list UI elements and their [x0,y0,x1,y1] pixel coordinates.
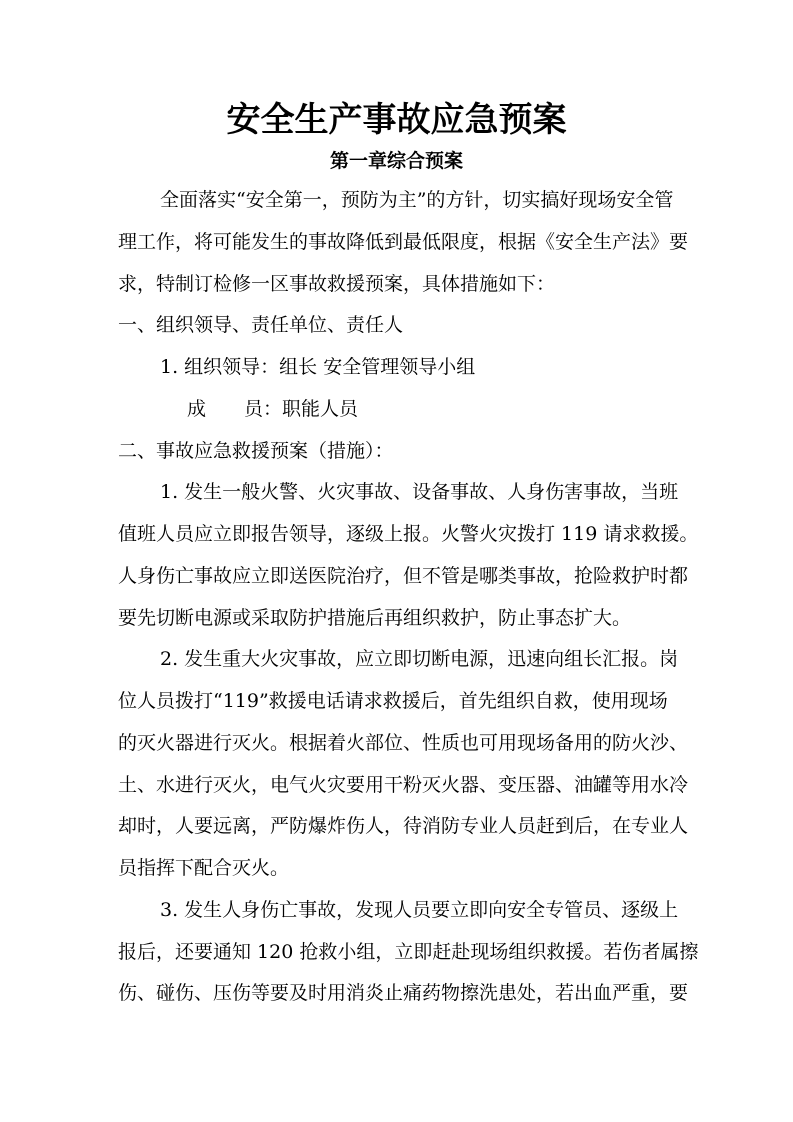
text-line: 理工作，将可能发生的事故降低到最低限度，根据《安全生产法》要 [118,230,689,253]
text-line: 土、水进行灭火，电气火灾要用干粉灭火器、变压器、油罐等用水冷 [118,773,689,796]
text-line: 求，特制订检修一区事故救援预案，具体措施如下： [118,272,556,295]
text-line: 要先切断电源或采取防护措施后再组织救护，防止事态扩大。 [118,606,632,629]
text-line: 一、组织领导、责任单位、责任人 [118,314,404,337]
text-line: 伤、碰伤、压伤等要及时用消炎止痛药物擦洗患处，若出血严重，要 [118,982,689,1005]
document-title: 安全生产事故应急预案 [226,100,567,140]
document-body [118,180,699,1015]
text-line: 3. 发生人身伤亡事故，发现人员要立即向安全专管员、逐级上 [160,898,679,921]
chapter-heading: 第一章综合预案 [329,150,463,172]
text-line: 报后，还要通知 120 抢救小组，立即赶赴现场组织救援。若伤者属擦 [118,940,699,963]
text-line: 1. 组织领导：组长 安全管理领导小组 [160,356,476,378]
text-line: 全面落实“安全第一，预防为主”的方针，切实搞好现场安全管 [160,189,674,211]
text-line: 二、事故应急救援预案（措施）： [118,439,394,462]
text-line: 位人员拨打“119”救援电话请求救援后，首先组织自救，使用现场 [118,690,668,712]
text-line: 成 员：职能人员 [187,397,359,420]
text-line: 人身伤亡事故应立即送医院治疗，但不管是哪类事故，抢险救护时都 [118,564,689,587]
text-line: 1. 发生一般火警、火灾事故、设备事故、人身伤害事故，当班 [160,481,679,504]
text-line: 员指挥下配合灭火。 [118,857,290,879]
text-line: 却时，人要远离，严防爆炸伤人，待消防专业人员赶到后，在专业人 [118,815,689,838]
text-line: 值班人员应立即报告领导，逐级上报。火警火灾拨打 119 请求救援。 [118,523,699,545]
text-line: 2. 发生重大火灾事故，应立即切断电源，迅速向组长汇报。岗 [160,648,679,671]
text-line: 的灭火器进行灭火。根据着火部位、性质也可用现场备用的防火沙、 [118,731,689,754]
